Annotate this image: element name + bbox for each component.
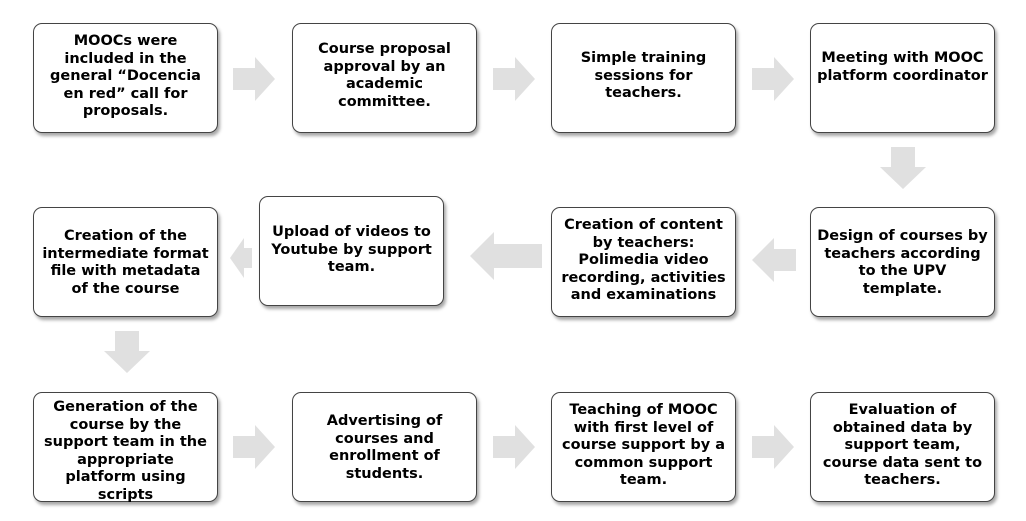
step-1-box [33,23,218,133]
step-7-box [259,196,444,306]
step-6-text: Creation of content by teachers: Polimedia video recording, activities and examinations [561,217,726,303]
arrow-down-icon [104,331,150,373]
step-4-text: Meeting with MOOC platform coordinator [817,50,988,84]
step-8-box [33,207,218,317]
step-10-text: Advertising of courses and enrollment of students. [326,413,443,482]
step-10-box [292,392,477,502]
step-11-text: Teaching of MOOC with first level of course support by a common support team. [561,402,725,488]
arrow-right-icon [233,57,275,101]
step-2-box [292,23,477,133]
step-9-box [33,392,218,502]
step-5-text: Design of courses by teachers according to the UPV template. [817,228,988,297]
step-7-text: Upload of videos to Youtube by support team. [271,224,432,275]
arrow-left-icon [230,238,252,278]
step-8-text: Creation of the intermediate format file with metadata of the course [42,228,209,297]
step-2-text: Course proposal approval by an academic committee. [318,41,451,110]
step-12-text: Evaluation of obtained data by support team, course data sent to teachers. [822,402,983,488]
step-12-box [810,392,995,502]
step-6-box [551,207,736,317]
arrow-right-icon [233,425,275,469]
step-1-text: MOOCs were included in the general “Docencia en red” call for proposals. [50,33,201,119]
arrow-left-icon [470,232,542,280]
step-9-text: Generation of the course by the support team in the appropriate platform using scripts [44,399,207,503]
step-4-box [810,23,995,133]
arrow-right-icon [493,57,535,101]
step-5-box [810,207,995,317]
arrow-right-icon [752,57,794,101]
arrow-down-icon [880,147,926,189]
arrow-right-icon [493,425,535,469]
arrow-left-icon [752,238,796,282]
step-3-text: Simple training sessions for teachers. [580,50,707,101]
step-3-box [551,23,736,133]
arrow-right-icon [752,425,794,469]
step-11-box [551,392,736,502]
